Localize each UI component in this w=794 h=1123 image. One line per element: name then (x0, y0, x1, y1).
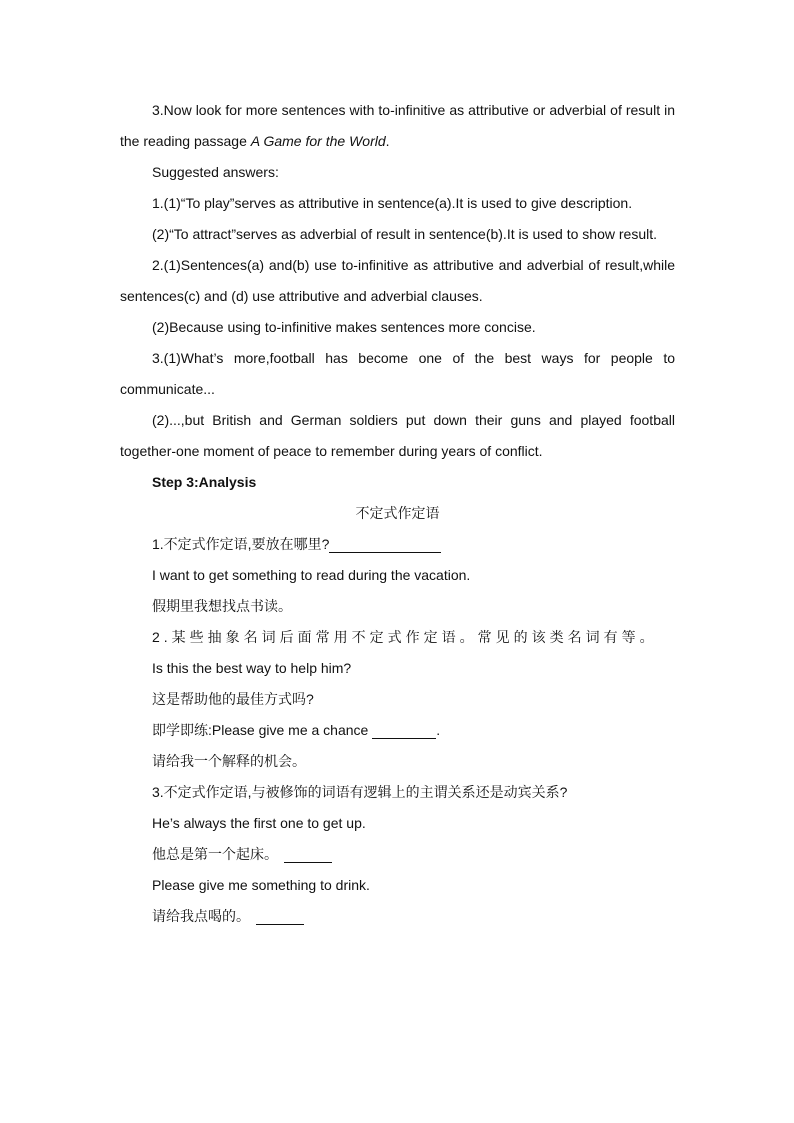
question-2: 2.某些抽象名词后面常用不定式作定语。常见的该类名词有等。 (152, 629, 658, 645)
answer-blank[interactable] (372, 720, 436, 739)
practice-item (120, 715, 675, 746)
answer-blank[interactable] (329, 534, 441, 553)
answer-3-2: (2)...,but British and German soldiers put down their guns and played football together-one moment of peace to remember during years of conflict. (120, 412, 675, 459)
question-3: 3.不定式作定语,与被修饰的词语有逻辑上的主谓关系还是动宾关系? (152, 784, 568, 800)
example-sentence-english: He’s always the first one to get up. (152, 815, 366, 831)
question-1 (120, 529, 675, 560)
answer-blank[interactable] (284, 844, 332, 863)
sentence-text: 请给我点喝的。 (152, 908, 250, 924)
example-sentence-chinese (120, 901, 675, 932)
answer-blank[interactable] (256, 906, 304, 925)
answer-2-1: 2.(1)Sentences(a) and(b) use to-infinitive as attributive and adverbial of result,while sentences(c) and (d) use attributive and adverbial clauses. (120, 257, 675, 304)
example-sentence-chinese (120, 839, 675, 870)
practice-translation: 请给我一个解释的机会。 (152, 753, 306, 769)
answer-1-1: 1.(1)“To play”serves as attributive in sentence(a).It is used to give description. (152, 195, 633, 211)
example-sentence-chinese: 这是帮助他的最佳方式吗? (152, 691, 314, 707)
passage-title: A Game for the World (250, 133, 386, 149)
step-3-heading: Step 3:Analysis (152, 474, 257, 490)
example-sentence-english: Is this the best way to help him? (152, 660, 352, 676)
example-sentence-english: I want to get something to read during the vacation. (152, 567, 471, 583)
task-instruction (120, 95, 675, 157)
practice-item-end: . (436, 722, 441, 738)
example-sentence-english: Please give me something to drink. (152, 877, 370, 893)
suggested-answers-heading: Suggested answers: (152, 164, 279, 180)
section-title: 不定式作定语 (355, 505, 440, 521)
document-content (120, 95, 675, 932)
question-1-text: 1.不定式作定语,要放在哪里? (152, 536, 330, 552)
task-instruction-text: 3.Now look for more sentences with to-infinitive as attributive or adverbial of result in the reading passage (120, 102, 675, 149)
answer-2-2: (2)Because using to-infinitive makes sentences more concise. (152, 319, 536, 335)
sentence-text: 他总是第一个起床。 (152, 846, 278, 862)
task-instruction-end: . (385, 133, 390, 149)
answer-3-1: 3.(1)What’s more,football has become one of the best ways for people to communicate... (120, 350, 675, 397)
practice-item-text: 即学即练:Please give me a chance (152, 722, 373, 738)
answer-1-2: (2)“To attract”serves as adverbial of result in sentence(b).It is used to show result. (152, 226, 657, 242)
example-sentence-chinese: 假期里我想找点书读。 (152, 598, 292, 614)
